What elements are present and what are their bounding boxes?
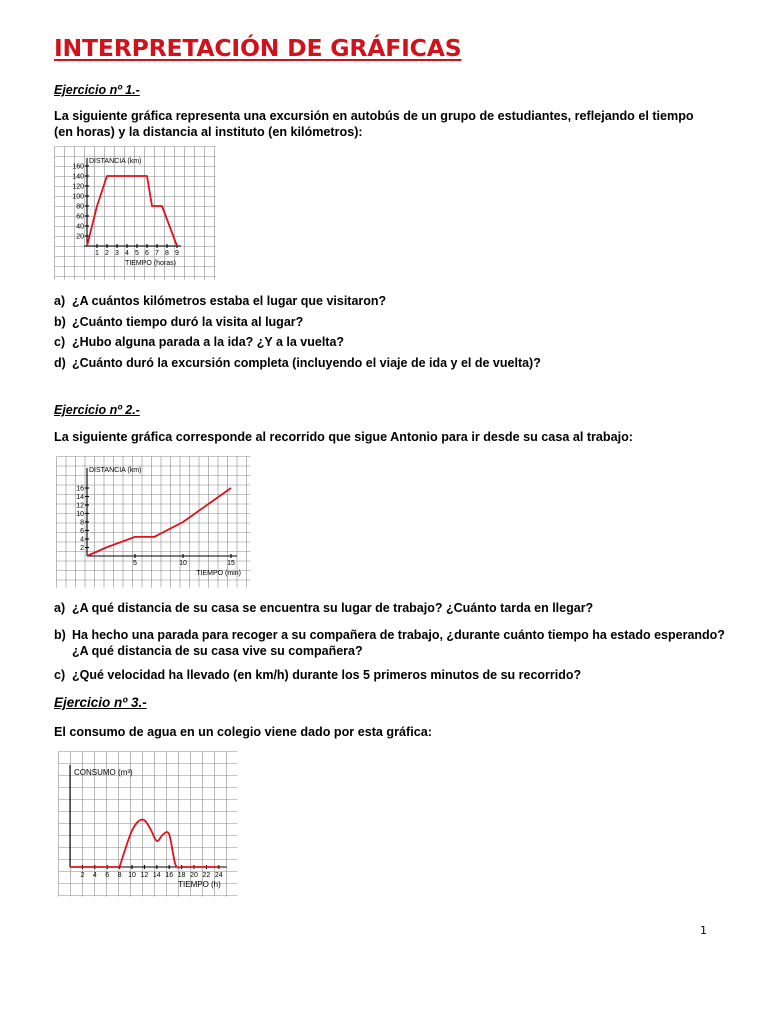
y-tick-label: 160 xyxy=(72,163,84,171)
exercise-1-intro: La siguiente gráfica representa una excursión en autobús de un grupo de estudiantes, reflejando el tiempo (en horas) y la distancia al instituto (en kilómetros): xyxy=(54,109,694,139)
y-tick-label: 12 xyxy=(76,502,84,510)
exercise-3-intro: El consumo de agua en un colegio viene dado por esta gráfica: xyxy=(54,725,432,739)
x-tick-label: 5 xyxy=(133,560,137,567)
x-tick-label: 15 xyxy=(227,560,235,567)
x-tick-label: 2 xyxy=(105,250,109,257)
exercise-1-question-d xyxy=(54,355,714,371)
y-axis-label: DISTANCIA (km) xyxy=(89,158,142,165)
y-axis-label: DISTANCIA (km) xyxy=(89,467,142,474)
page-number: 1 xyxy=(700,924,707,937)
y-tick-label: 60 xyxy=(76,213,84,221)
x-axis-label: TIEMPO (h) xyxy=(178,880,221,889)
x-axis-label: TIEMPO (min) xyxy=(196,570,241,577)
y-tick-label: 100 xyxy=(72,193,84,201)
question-letter: a) xyxy=(54,601,66,615)
x-tick-label: 24 xyxy=(214,872,223,879)
series-line xyxy=(120,820,182,868)
exercise-1-heading: Ejercicio nº 1.- xyxy=(54,83,140,97)
chart-excursion-svg xyxy=(54,146,216,280)
x-tick-label: 16 xyxy=(165,872,174,879)
exercise-2-intro: La siguiente gráfica corresponde al recorrido que sigue Antonio para ir desde su casa al trabajo: xyxy=(54,430,634,444)
y-tick-label: 6 xyxy=(80,528,84,535)
question-text: ¿Qué velocidad ha llevado (en km/h) durante los 5 primeros minutos de su recorrido? xyxy=(72,668,582,682)
question-letter: c) xyxy=(54,335,66,349)
x-tick-label: 8 xyxy=(165,250,169,257)
y-axis-label: CONSUMO (m³) xyxy=(74,768,133,777)
x-tick-label: 6 xyxy=(105,872,110,879)
question-text: ¿A qué distancia de su casa se encuentra su lugar de trabajo? ¿Cuánto tarda en llegar? xyxy=(72,601,594,615)
question-letter: b) xyxy=(54,628,66,642)
y-tick-label: 120 xyxy=(72,183,84,191)
x-tick-label: 8 xyxy=(117,872,122,879)
question-letter: a) xyxy=(54,294,66,308)
x-tick-label: 18 xyxy=(177,872,186,879)
question-text: Ha hecho una parada para recoger a su compañera de trabajo, ¿durante cuánto tiempo ha estado esperando? xyxy=(72,628,725,642)
question-text: ¿Hubo alguna parada a la ida? ¿Y a la vuelta? xyxy=(72,335,345,349)
question-text-continued: ¿A qué distancia de su casa vive su compañera? xyxy=(72,644,363,658)
x-tick-label: 4 xyxy=(92,872,97,879)
y-tick-label: 14 xyxy=(76,494,84,501)
y-tick-label: 20 xyxy=(76,233,84,241)
chart-water-consumption-svg xyxy=(58,751,238,897)
question-letter: d) xyxy=(54,356,66,370)
x-tick-label: 4 xyxy=(125,250,129,257)
x-tick-label: 20 xyxy=(190,872,198,879)
x-axis-label: TIEMPO (horas) xyxy=(125,260,176,267)
exercise-3-heading: Ejercicio nº 3.- xyxy=(54,695,147,710)
chart-excursion xyxy=(54,146,216,280)
x-tick-label: 1 xyxy=(95,250,99,257)
x-tick-label: 14 xyxy=(152,872,161,879)
y-tick-label: 140 xyxy=(72,173,84,181)
y-tick-label: 40 xyxy=(76,223,84,231)
x-tick-label: 22 xyxy=(202,872,211,879)
exercise-1-question-a xyxy=(54,293,714,309)
chart-water-consumption xyxy=(58,751,238,897)
y-tick-label: 4 xyxy=(80,536,84,544)
exercise-2-question-b xyxy=(54,627,725,659)
x-tick-label: 9 xyxy=(175,250,179,257)
x-tick-label: 7 xyxy=(155,250,159,257)
question-text: ¿A cuántos kilómetros estaba el lugar que visitaron? xyxy=(72,294,387,308)
y-tick-label: 10 xyxy=(76,511,84,518)
y-tick-label: 16 xyxy=(76,485,84,493)
chart-commute-svg xyxy=(56,456,251,588)
series-line xyxy=(87,488,231,556)
chart-commute xyxy=(56,456,251,588)
page-title: INTERPRETACIÓN DE GRÁFICAS xyxy=(54,34,462,62)
exercise-1-question-c xyxy=(54,334,714,350)
exercise-2-question-c xyxy=(54,667,714,683)
exercise-2-question-a xyxy=(54,600,714,616)
exercise-2-heading: Ejercicio nº 2.- xyxy=(54,403,140,417)
y-tick-label: 80 xyxy=(76,203,84,211)
question-text: ¿Cuánto tiempo duró la visita al lugar? xyxy=(72,315,304,329)
y-tick-label: 2 xyxy=(80,545,84,552)
x-tick-label: 10 xyxy=(179,560,187,567)
question-letter: c) xyxy=(54,668,66,682)
y-tick-label: 8 xyxy=(80,519,84,527)
question-letter: b) xyxy=(54,315,66,329)
x-tick-label: 3 xyxy=(115,250,119,257)
exercise-1-question-b xyxy=(54,314,714,330)
x-tick-label: 6 xyxy=(145,250,149,257)
x-tick-label: 2 xyxy=(80,872,85,879)
x-tick-label: 10 xyxy=(128,872,136,879)
x-tick-label: 12 xyxy=(140,872,149,879)
question-text: ¿Cuánto duró la excursión completa (incluyendo el viaje de ida y el de vuelta)? xyxy=(72,356,541,370)
x-tick-label: 5 xyxy=(135,250,139,257)
